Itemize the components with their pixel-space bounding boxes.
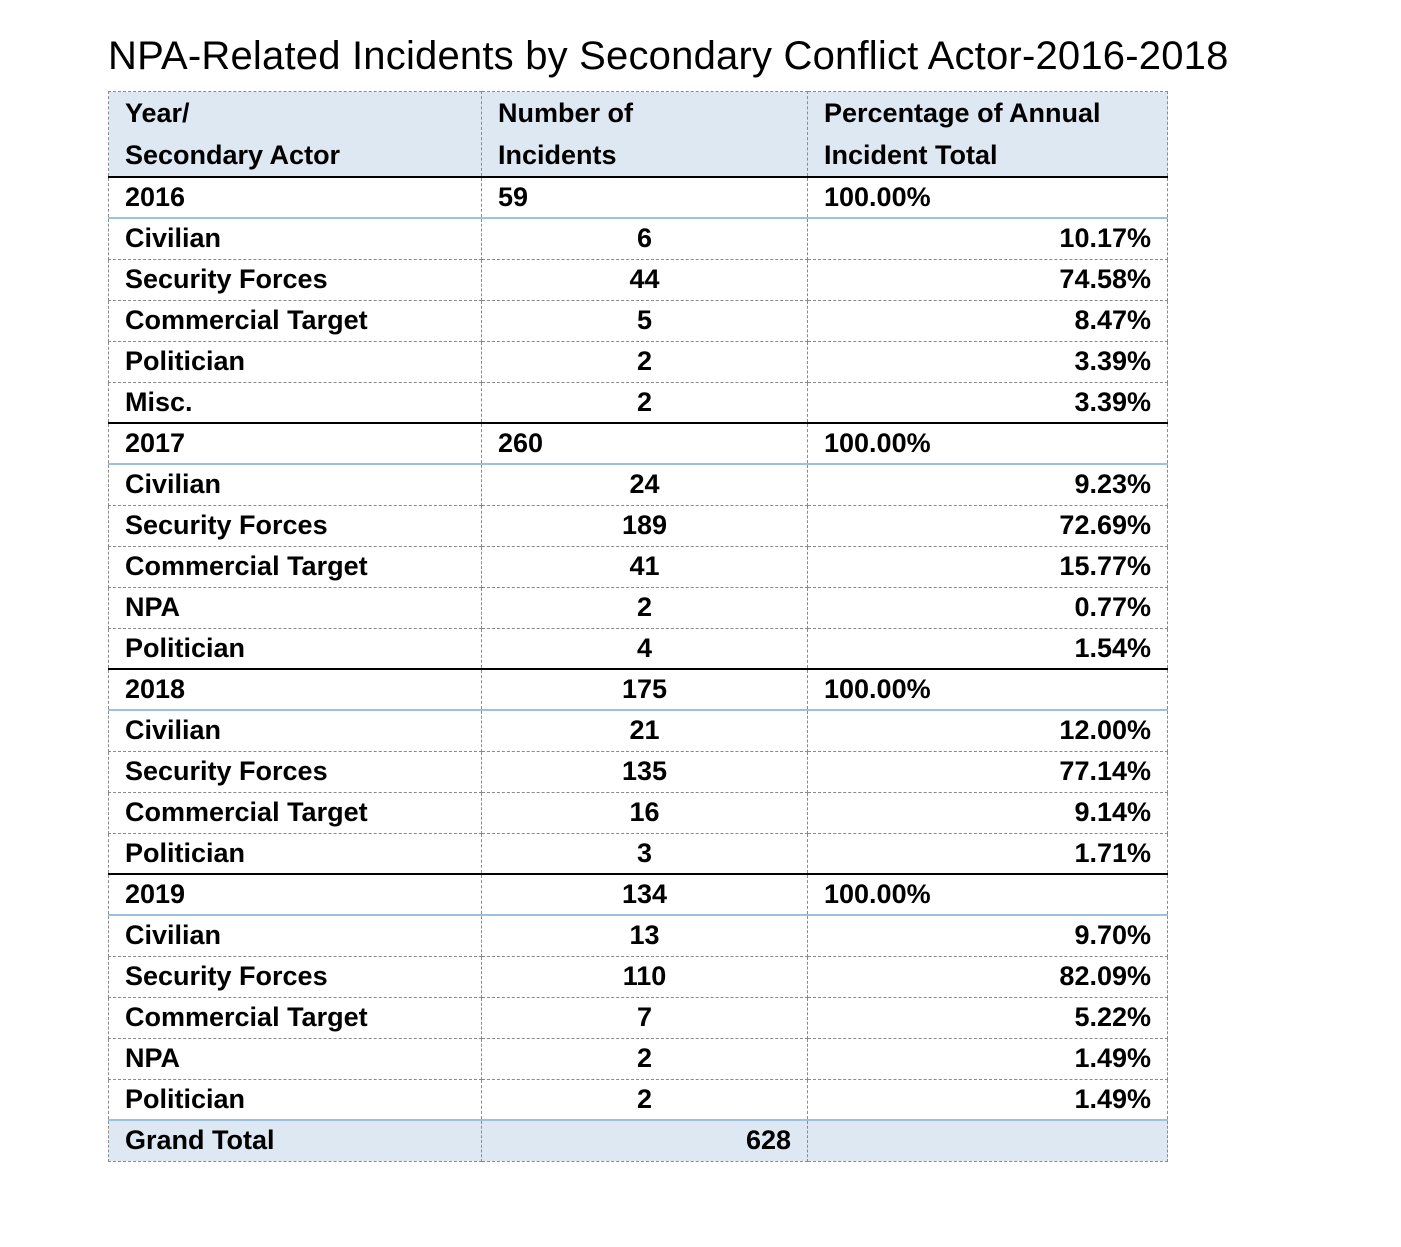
- actor-label: Commercial Target: [109, 792, 482, 833]
- header-percentage-line2: Incident Total: [824, 140, 998, 170]
- year-pct: 100.00%: [808, 177, 1168, 218]
- actor-pct: 74.58%: [808, 259, 1168, 300]
- actor-label: Civilian: [109, 915, 482, 956]
- year-pct: 100.00%: [808, 669, 1168, 710]
- actor-pct: 3.39%: [808, 382, 1168, 423]
- actor-pct: 3.39%: [808, 341, 1168, 382]
- actor-label: Civilian: [109, 464, 482, 505]
- actor-pct: 1.49%: [808, 1079, 1168, 1120]
- table-row: [109, 915, 1168, 956]
- year-count: 260: [482, 423, 808, 464]
- actor-label: Politician: [109, 341, 482, 382]
- table-row: [109, 1079, 1168, 1120]
- actor-label: Security Forces: [109, 505, 482, 546]
- table-row: [109, 259, 1168, 300]
- table-row: [109, 505, 1168, 546]
- actor-count: 135: [482, 751, 808, 792]
- year-label: 2017: [109, 423, 482, 464]
- actor-pct: 1.71%: [808, 833, 1168, 874]
- actor-count: 16: [482, 792, 808, 833]
- actor-label: Politician: [109, 628, 482, 669]
- actor-pct: 72.69%: [808, 505, 1168, 546]
- table-row: [109, 628, 1168, 669]
- actor-count: 13: [482, 915, 808, 956]
- actor-label: Commercial Target: [109, 300, 482, 341]
- table-row: [109, 300, 1168, 341]
- actor-label: Security Forces: [109, 259, 482, 300]
- table-row: [109, 710, 1168, 751]
- year-label: 2019: [109, 874, 482, 915]
- actor-label: Commercial Target: [109, 546, 482, 587]
- table-row: [109, 1038, 1168, 1079]
- table-row: [109, 997, 1168, 1038]
- actor-pct: 12.00%: [808, 710, 1168, 751]
- page-title: NPA-Related Incidents by Secondary Conflict Actor-2016-2018: [108, 34, 1229, 78]
- table-header-row: [109, 92, 1168, 178]
- year-row: [109, 874, 1168, 915]
- actor-count: 41: [482, 546, 808, 587]
- year-label: 2018: [109, 669, 482, 710]
- header-year-actor: [109, 92, 482, 178]
- actor-pct: 1.49%: [808, 1038, 1168, 1079]
- actor-label: Politician: [109, 833, 482, 874]
- table-row: [109, 218, 1168, 259]
- header-percentage-line1: Percentage of Annual: [824, 98, 1101, 128]
- table-row: [109, 751, 1168, 792]
- grand-total-pct: [808, 1120, 1168, 1161]
- header-incidents-line2: Incidents: [498, 140, 617, 170]
- table-row: [109, 833, 1168, 874]
- table-row: [109, 546, 1168, 587]
- actor-pct: 9.70%: [808, 915, 1168, 956]
- actor-label: NPA: [109, 587, 482, 628]
- actor-count: 2: [482, 341, 808, 382]
- actor-label: NPA: [109, 1038, 482, 1079]
- actor-count: 5: [482, 300, 808, 341]
- table-row: [109, 956, 1168, 997]
- grand-total-count: 628: [482, 1120, 808, 1161]
- actor-count: 44: [482, 259, 808, 300]
- grand-total-row: [109, 1120, 1168, 1161]
- actor-pct: 10.17%: [808, 218, 1168, 259]
- header-percentage: [808, 92, 1168, 178]
- actor-label: Politician: [109, 1079, 482, 1120]
- actor-pct: 82.09%: [808, 956, 1168, 997]
- actor-pct: 0.77%: [808, 587, 1168, 628]
- year-count: 59: [482, 177, 808, 218]
- header-year-actor-line1: Year/: [125, 98, 190, 128]
- actor-count: 4: [482, 628, 808, 669]
- actor-label: Civilian: [109, 218, 482, 259]
- table-row: [109, 587, 1168, 628]
- incidents-table: [108, 91, 1168, 1162]
- header-year-actor-line2: Secondary Actor: [125, 140, 341, 170]
- actor-count: 110: [482, 956, 808, 997]
- year-row: [109, 423, 1168, 464]
- year-row: [109, 177, 1168, 218]
- year-pct: 100.00%: [808, 874, 1168, 915]
- actor-pct: 9.14%: [808, 792, 1168, 833]
- table-row: [109, 341, 1168, 382]
- year-label: 2016: [109, 177, 482, 218]
- actor-label: Security Forces: [109, 751, 482, 792]
- year-row: [109, 669, 1168, 710]
- actor-pct: 9.23%: [808, 464, 1168, 505]
- actor-count: 189: [482, 505, 808, 546]
- actor-count: 2: [482, 382, 808, 423]
- header-incidents-line1: Number of: [498, 98, 633, 128]
- actor-pct: 77.14%: [808, 751, 1168, 792]
- actor-label: Commercial Target: [109, 997, 482, 1038]
- year-count: 134: [482, 874, 808, 915]
- actor-count: 2: [482, 1079, 808, 1120]
- actor-count: 3: [482, 833, 808, 874]
- actor-count: 7: [482, 997, 808, 1038]
- actor-count: 21: [482, 710, 808, 751]
- actor-count: 2: [482, 587, 808, 628]
- actor-count: 2: [482, 1038, 808, 1079]
- table-row: [109, 792, 1168, 833]
- year-pct: 100.00%: [808, 423, 1168, 464]
- actor-pct: 5.22%: [808, 997, 1168, 1038]
- table-row: [109, 464, 1168, 505]
- actor-label: Security Forces: [109, 956, 482, 997]
- actor-label: Civilian: [109, 710, 482, 751]
- actor-label: Misc.: [109, 382, 482, 423]
- actor-pct: 8.47%: [808, 300, 1168, 341]
- actor-pct: 1.54%: [808, 628, 1168, 669]
- table-row: [109, 382, 1168, 423]
- actor-count: 6: [482, 218, 808, 259]
- year-count: 175: [482, 669, 808, 710]
- actor-pct: 15.77%: [808, 546, 1168, 587]
- grand-total-label: Grand Total: [109, 1120, 482, 1161]
- header-incidents: [482, 92, 808, 178]
- actor-count: 24: [482, 464, 808, 505]
